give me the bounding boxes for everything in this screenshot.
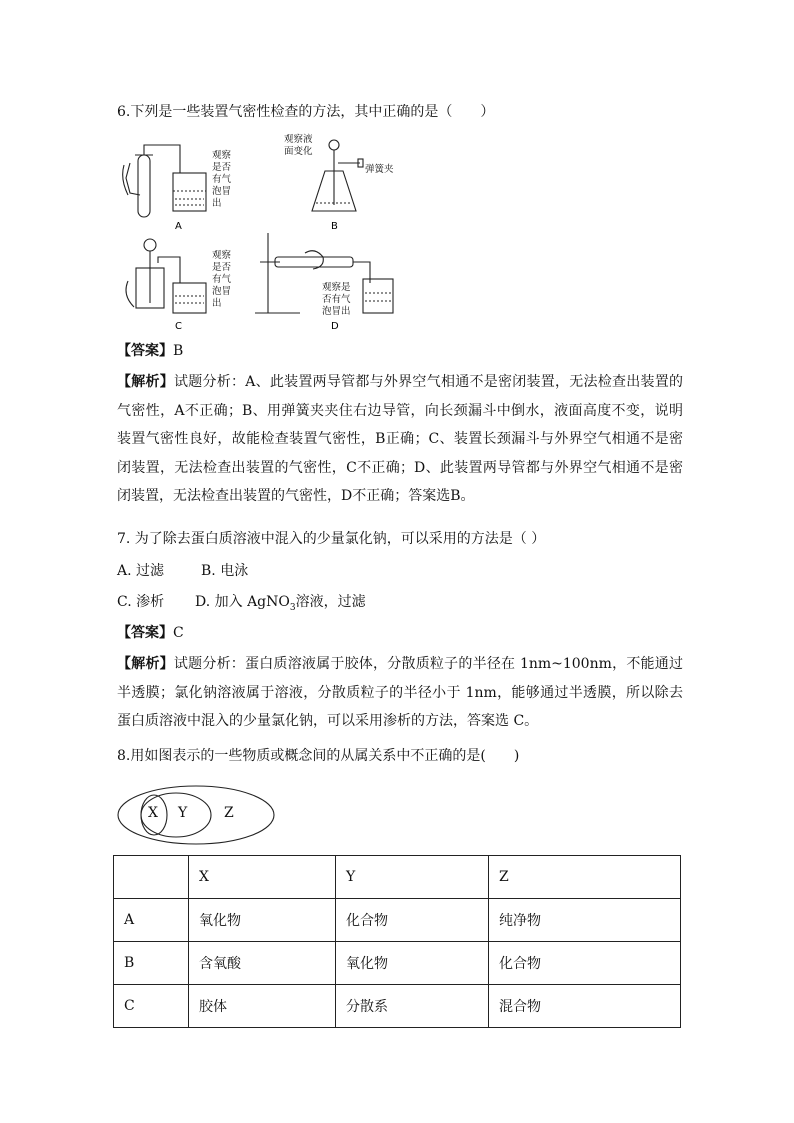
apparatus-c bbox=[126, 239, 206, 313]
table-cell: 纯净物 bbox=[489, 899, 681, 942]
venn-y-label: Y bbox=[178, 805, 188, 821]
note-b-level: 观察液 面变化 bbox=[284, 134, 313, 157]
apparatus-a bbox=[123, 145, 206, 217]
label-d: D bbox=[331, 321, 339, 332]
label-c: C bbox=[175, 321, 182, 332]
q7-options-row1 bbox=[117, 561, 248, 581]
table-cell: X bbox=[189, 856, 336, 899]
q7-analysis: 【解析】试题分析：蛋白质溶液属于胶体，分散质粒子的半径在 1nm~100nm，不能通过半透膜；氯化钠溶液属于溶液，分散质粒子的半径小于 1nm，能够通过半透膜，所以除去蛋白质溶液中混入的少量氯化钠，可以采用渗析的方法，答案选 C。 bbox=[117, 656, 683, 730]
table-cell: Y bbox=[336, 856, 489, 899]
q7-answer: 【答案】C bbox=[117, 625, 184, 641]
table-cell: 化合物 bbox=[336, 899, 489, 942]
q6-answer: 【答案】B bbox=[117, 343, 184, 359]
note-b-clip: 弹簧夹 bbox=[365, 164, 394, 175]
table-cell: 胶体 bbox=[189, 985, 336, 1028]
q6-analysis: 【解析】试题分析：A、此装置两导管都与外界空气相通不是密闭装置，无法检查出装置的气密性，A不正确；B、用弹簧夹夹住右边导管，向长颈漏斗中倒水，液面高度不变，说明装置气密性良好，故能检查装置气密性，B正确；C、装置长颈漏斗与外界空气相通不是密闭装置，无法检查出装置的气密性，C不正确；D、此装置两导管都与外界空气相通不是密闭装置，无法检查出装置的气密性，D不正确；答案选B。 bbox=[117, 374, 684, 505]
table-cell: 化合物 bbox=[489, 942, 681, 985]
venn-x-label: X bbox=[148, 805, 158, 821]
table-row bbox=[114, 899, 681, 942]
q8-table bbox=[113, 855, 681, 1028]
table-cell: C bbox=[114, 985, 189, 1028]
venn-z-label: Z bbox=[224, 805, 234, 821]
q7-question: 7. 为了除去蛋白质溶液中混入的少量氯化钠，可以采用的方法是（ ） bbox=[117, 531, 546, 547]
table-header-row bbox=[114, 856, 681, 899]
table-cell: Z bbox=[489, 856, 681, 899]
note-c: 观察 是否 有气 泡冒 出 bbox=[212, 250, 232, 309]
table-row bbox=[114, 985, 681, 1028]
q7-options-row2 bbox=[117, 592, 366, 618]
apparatus-b bbox=[312, 140, 363, 211]
table-cell bbox=[114, 856, 189, 899]
table-row bbox=[114, 942, 681, 985]
q8-question: 8.用如图表示的一些物质或概念间的从属关系中不正确的是( ) bbox=[117, 748, 520, 764]
q7-option-d: D. 加入 AgNO$_3$溶液，过滤 bbox=[195, 594, 366, 613]
table-cell: B bbox=[114, 942, 189, 985]
q6-question: 6.下列是一些装置气密性检查的方法，其中正确的是（ ） bbox=[117, 104, 495, 120]
table-cell: 分散系 bbox=[336, 985, 489, 1028]
table-cell: 氧化物 bbox=[189, 899, 336, 942]
label-b: B bbox=[331, 221, 338, 232]
venn-diagram bbox=[116, 784, 276, 846]
table-cell: 混合物 bbox=[489, 985, 681, 1028]
note-d: 观察是 否有气 泡冒出 bbox=[322, 282, 351, 317]
table-cell: 氧化物 bbox=[336, 942, 489, 985]
q7-option-a: A. 过滤 bbox=[117, 563, 165, 579]
q7-option-c: C. 渗析 bbox=[117, 594, 165, 610]
q7-option-b: B. 电泳 bbox=[201, 563, 249, 579]
note-a: 观察 是否 有气 泡冒 出 bbox=[212, 150, 232, 209]
table-cell: A bbox=[114, 899, 189, 942]
label-a: A bbox=[175, 221, 182, 232]
table-cell: 含氧酸 bbox=[189, 942, 336, 985]
apparatus-figure bbox=[120, 133, 420, 333]
